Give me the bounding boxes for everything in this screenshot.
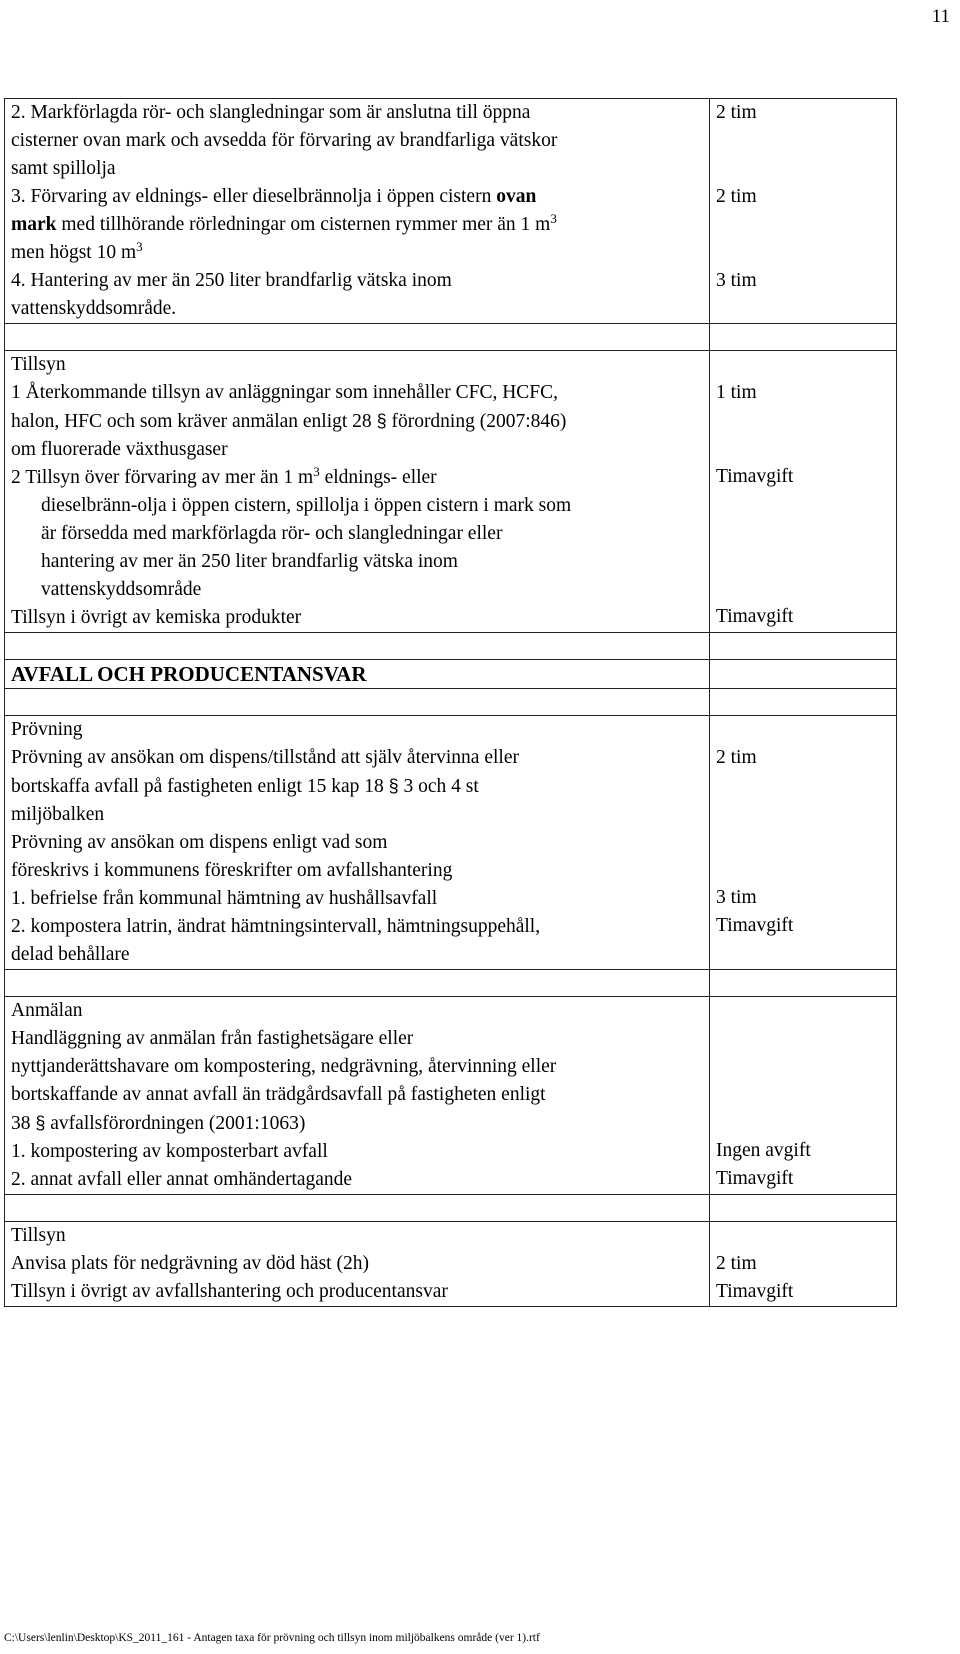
section-heading: Tillsyn bbox=[11, 1225, 66, 1246]
item-text: 2 Tillsyn över förvaring av mer än 1 m bbox=[11, 467, 314, 488]
description-cell bbox=[5, 660, 710, 689]
fee-table bbox=[4, 98, 897, 1307]
fee-value: Timavgift bbox=[716, 606, 794, 627]
fee-value: 2 tim bbox=[716, 102, 757, 123]
item-text: Tillsyn i övrigt av avfallshantering och producentansvar bbox=[11, 1281, 448, 1302]
superscript: 3 bbox=[313, 464, 320, 479]
item-text: 4. Hantering av mer än 250 liter brandfarlig vätska inom bbox=[11, 270, 452, 291]
description-cell bbox=[5, 997, 710, 1195]
item-text: 38 bbox=[11, 1113, 31, 1134]
fee-cell bbox=[710, 351, 897, 633]
item-text: Anvisa plats för nedgrävning av död häst (2h) bbox=[11, 1253, 369, 1274]
bold-text: mark bbox=[11, 214, 57, 235]
item-text: 1. befrielse från kommunal hämtning av hushållsavfall bbox=[11, 888, 438, 909]
table-row bbox=[5, 997, 897, 1195]
section-sign: § bbox=[376, 411, 387, 431]
superscript: 3 bbox=[136, 239, 143, 254]
item-text: 3. Förvaring av eldnings- eller dieselbrännolja i öppen cistern bbox=[11, 186, 492, 207]
item-text: vattenskyddsområde. bbox=[11, 298, 177, 319]
table-row bbox=[5, 716, 897, 970]
description-cell bbox=[5, 99, 710, 324]
item-line bbox=[11, 464, 703, 492]
item-line bbox=[11, 239, 703, 267]
item-line bbox=[11, 1109, 703, 1138]
fee-value: Timavgift bbox=[716, 1168, 794, 1189]
fee-cell bbox=[710, 997, 897, 1195]
item-text: Prövning av ansökan om dispens enligt vad som bbox=[11, 832, 388, 853]
section-heading: Prövning bbox=[11, 719, 83, 740]
item-line bbox=[11, 183, 703, 211]
table-row bbox=[5, 351, 897, 633]
item-text: Prövning av ansökan om dispens/tillstånd att själv återvinna eller bbox=[11, 747, 519, 768]
table-row bbox=[5, 99, 897, 324]
fee-value: 2 tim bbox=[716, 1253, 757, 1274]
spacer-row bbox=[5, 324, 897, 351]
item-text: 2. annat avfall eller annat omhändertagande bbox=[11, 1169, 353, 1190]
description-cell bbox=[5, 351, 710, 633]
fee-value: 2 tim bbox=[716, 186, 757, 207]
item-text: 1 Återkommande tillsyn av anläggningar som innehåller CFC, HCFC, bbox=[11, 382, 559, 403]
fee-value: 3 tim bbox=[716, 887, 757, 908]
item-text: om fluorerade växthusgaser bbox=[11, 439, 228, 460]
table-row bbox=[5, 1222, 897, 1307]
item-text: förordning (2007:846) bbox=[391, 411, 567, 432]
fee-cell bbox=[710, 99, 897, 324]
description-cell bbox=[5, 716, 710, 970]
item-text: delad behållare bbox=[11, 944, 130, 965]
item-text: Handläggning av anmälan från fastighetsägare eller bbox=[11, 1028, 414, 1049]
fee-value: 2 tim bbox=[716, 747, 757, 768]
item-text: nyttjanderättshavare om kompostering, nedgrävning, återvinning eller bbox=[11, 1056, 557, 1077]
item-text: bortskaffande av annat avfall än trädgårdsavfall på fastigheten enligt bbox=[11, 1084, 546, 1105]
item-text: avfallsförordningen (2001:1063) bbox=[50, 1113, 306, 1134]
section-heading: Tillsyn bbox=[11, 354, 66, 375]
item-text: cisterner ovan mark och avsedda för förvaring av brandfarliga vätskor bbox=[11, 130, 558, 151]
fee-value: Timavgift bbox=[716, 915, 794, 936]
spacer-row bbox=[5, 689, 897, 716]
section-sign: § bbox=[35, 1113, 46, 1133]
fee-value: Timavgift bbox=[716, 466, 794, 487]
item-text: bortskaffa avfall på fastigheten enligt 15 kap 18 bbox=[11, 776, 384, 797]
item-line bbox=[11, 772, 703, 801]
item-text: men högst 10 m bbox=[11, 242, 137, 263]
superscript: 3 bbox=[550, 211, 557, 226]
page-number: 11 bbox=[931, 6, 950, 27]
bold-text: ovan bbox=[496, 186, 537, 207]
section-sign: § bbox=[388, 776, 399, 796]
item-text: 1. kompostering av komposterbart avfall bbox=[11, 1141, 328, 1162]
table-row bbox=[5, 660, 897, 689]
item-line bbox=[11, 211, 703, 239]
item-text: är försedda med markförlagda rör- och slangledningar eller bbox=[41, 523, 503, 544]
fee-cell bbox=[710, 660, 897, 689]
fee-value: 1 tim bbox=[716, 382, 757, 403]
item-text: hantering av mer än 250 liter brandfarlig vätska inom bbox=[41, 551, 458, 572]
spacer-row bbox=[5, 1195, 897, 1222]
item-text: vattenskyddsområde bbox=[41, 579, 202, 600]
item-line bbox=[11, 407, 703, 436]
item-text: föreskrivs i kommunens föreskrifter om avfallshantering bbox=[11, 860, 453, 881]
item-text: halon, HFC och som kräver anmälan enligt 28 bbox=[11, 411, 372, 432]
item-text: 3 och 4 st bbox=[403, 776, 479, 797]
item-text: Tillsyn i övrigt av kemiska produkter bbox=[11, 607, 302, 628]
item-text: 2. Markförlagda rör- och slangledningar som är anslutna till öppna bbox=[11, 102, 531, 123]
item-text: eldnings- eller bbox=[324, 467, 437, 488]
item-text: 2. kompostera latrin, ändrat hämtningsintervall, hämtningsuppehåll, bbox=[11, 916, 541, 937]
section-title: AVFALL OCH PRODUCENTANSVAR bbox=[11, 662, 367, 686]
spacer-row bbox=[5, 633, 897, 660]
file-path-footer: C:\Users\lenlin\Desktop\KS_2011_161 - Antagen taxa för prövning och tillsyn inom miljöbalkens område (ver 1).rtf bbox=[4, 1632, 540, 1644]
fee-value: Ingen avgift bbox=[716, 1140, 811, 1161]
section-heading: Anmälan bbox=[11, 1000, 83, 1021]
item-text: med tillhörande rörledningar om cisternen rymmer mer än 1 m bbox=[61, 214, 551, 235]
fee-value: 3 tim bbox=[716, 270, 757, 291]
item-text: dieselbränn-olja i öppen cistern, spillolja i öppen cistern i mark som bbox=[41, 495, 572, 516]
item-text: samt spillolja bbox=[11, 158, 116, 179]
fee-cell bbox=[710, 716, 897, 970]
fee-value: Timavgift bbox=[716, 1281, 794, 1302]
spacer-row bbox=[5, 970, 897, 997]
description-cell bbox=[5, 1222, 710, 1307]
fee-cell bbox=[710, 1222, 897, 1307]
item-text: miljöbalken bbox=[11, 804, 105, 825]
